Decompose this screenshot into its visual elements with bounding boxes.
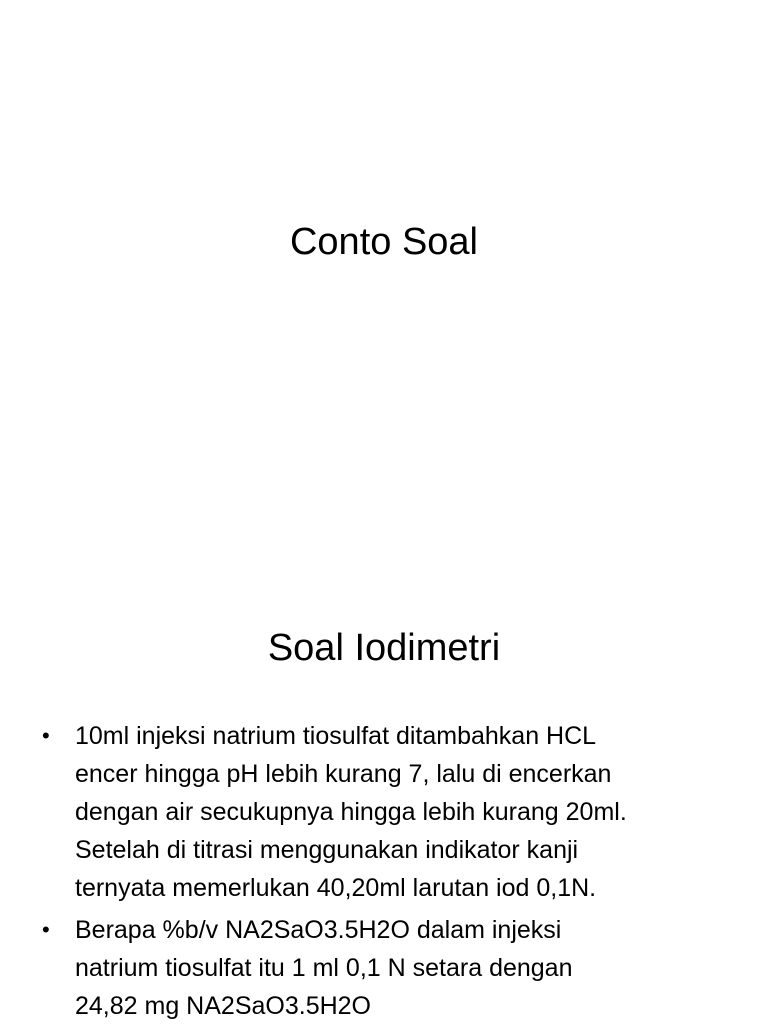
bullet-text-line: ternyata memerlukan 40,20ml larutan iod 0,1N. <box>75 874 597 902</box>
bullet-text-line: dengan air secukupnya hingga lebih kurang 20ml. <box>75 798 627 826</box>
slide-title-soal-iodimetri: Soal Iodimetri <box>267 627 501 669</box>
bullet-item-question <box>42 717 742 907</box>
bullet-text-line: 10ml injeksi natrium tiosulfat ditambahkan HCL <box>75 722 597 750</box>
bullet-dot-icon: • <box>42 917 50 942</box>
bullet-text-line: encer hingga pH lebih kurang 7, lalu di encerkan <box>75 760 612 788</box>
bullet-text-line: Setelah di titrasi menggunakan indikator kanji <box>75 836 579 864</box>
bullet-dot-icon: • <box>42 723 50 748</box>
bullet-item-ask <box>42 911 742 1025</box>
slide-title-conto-soal: Conto Soal <box>289 221 478 263</box>
bullet-text-line: 24,82 mg NA2SaO3.5H2O <box>75 992 371 1020</box>
bullet-text-line: Berapa %b/v NA2SaO3.5H2O dalam injeksi <box>75 916 562 944</box>
bullet-list <box>42 717 742 1029</box>
bullet-text-line: natrium tiosulfat itu 1 ml 0,1 N setara dengan <box>75 954 573 982</box>
